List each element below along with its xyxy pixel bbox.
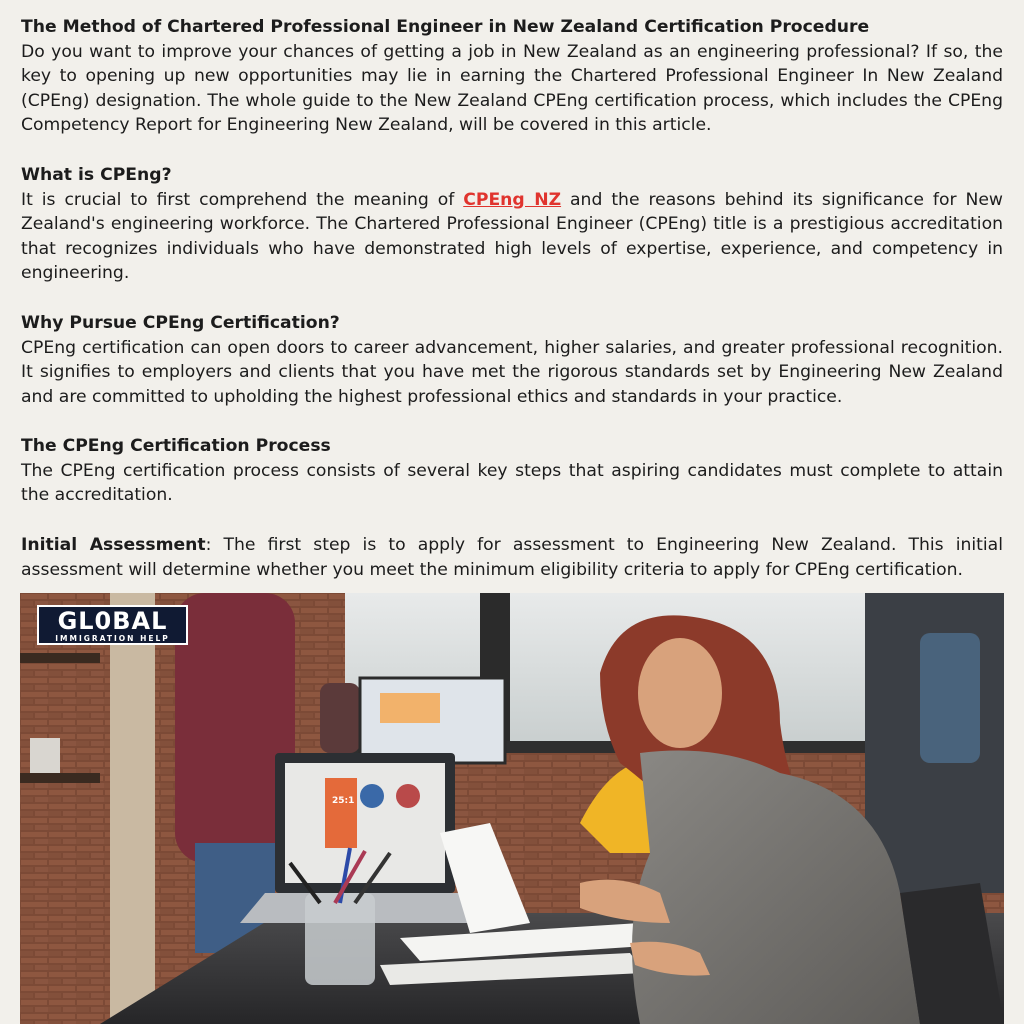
intro-paragraph: Do you want to improve your chances of getting a job in New Zealand as an engineering professional? If so, the key to opening up new opportunities may lie in earning the Chartered Professional Engineer In New Zealand (CPEng) designation. The whole guide to the New Zealand CPEng certification process, which includes the CPEng Competency Report for Engineering New Zealand, will be covered in this article. bbox=[21, 41, 1003, 136]
section-what-is-cpeng bbox=[21, 163, 1003, 286]
global-immigration-logo bbox=[37, 605, 188, 645]
text-before-link: It is crucial to first comprehend the meaning of bbox=[21, 189, 464, 210]
intro-block bbox=[21, 15, 1003, 138]
text-after-link: and the reasons behind its significance for New Zealand's engineering workforce. The Chartered Professional Engineer (CPEng) title is a prestigious accreditation that recognizes individuals who have demonstrated high levels of expertise, experience, and competency in engineering. bbox=[21, 189, 1003, 284]
step-initial-assessment bbox=[21, 533, 1003, 582]
logo-subtitle: IMMIGRATION HELP bbox=[55, 634, 170, 643]
step-label: Initial Assessment bbox=[21, 535, 206, 555]
office-photo bbox=[20, 593, 1004, 1024]
photo-illustration bbox=[20, 593, 1004, 1024]
section-heading: The CPEng Certification Process bbox=[21, 436, 331, 456]
section-paragraph: CPEng certification can open doors to career advancement, higher salaries, and greater professional recognition. It signifies to employers and clients that you have met the rigorous standards set by Engineering New Zealand and are committed to upholding the highest professional ethics and standards in your practice. bbox=[21, 337, 1003, 407]
section-paragraph: The CPEng certification process consists of several key steps that aspiring candidates must complete to attain the accreditation. bbox=[21, 460, 1003, 506]
section-heading: What is CPEng? bbox=[21, 165, 172, 185]
section-heading: Why Pursue CPEng Certification? bbox=[21, 313, 340, 333]
step-paragraph bbox=[21, 533, 1003, 582]
section-why-pursue bbox=[21, 311, 1003, 409]
logo-word: GL0BAL bbox=[57, 607, 168, 635]
step-text: : The first step is to apply for assessment to Engineering New Zealand. This initial assessment will determine whether you meet the minimum eligibility criteria to apply for CPEng certification. bbox=[21, 535, 1003, 580]
laptop-badge: 25:1 bbox=[332, 796, 355, 806]
section-paragraph bbox=[21, 188, 1003, 286]
article-title: The Method of Chartered Professional Engineer in New Zealand Certification Procedure bbox=[21, 17, 870, 37]
cpeng-nz-link[interactable]: CPEng NZ bbox=[463, 189, 562, 210]
section-process bbox=[21, 434, 1003, 508]
